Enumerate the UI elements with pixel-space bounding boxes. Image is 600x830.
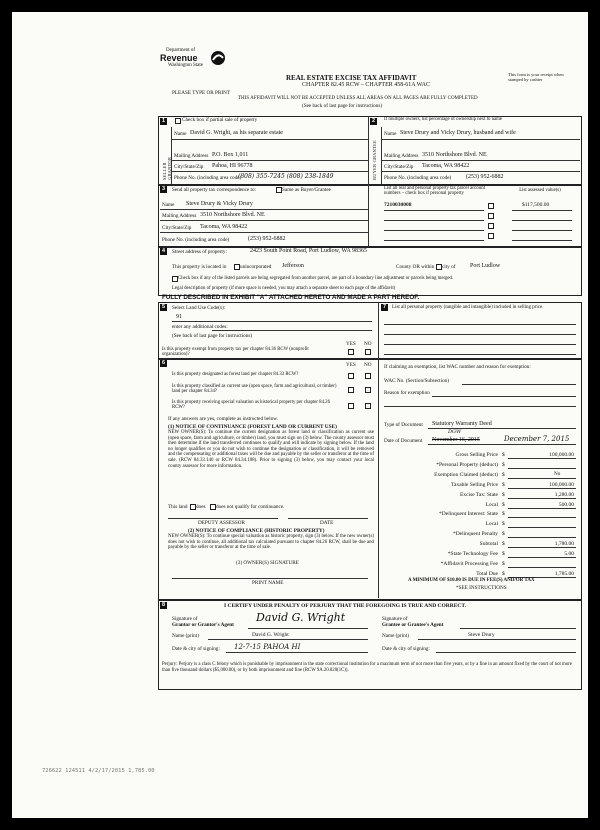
s3-name: Steve Drury & Vicky Drury: [186, 201, 253, 207]
wac-label: WAC No. (Section/Subsection): [384, 378, 449, 384]
does-not-label: does not qualify for continuance.: [216, 504, 285, 510]
tax-row-label: *State Technology Fee: [447, 551, 498, 557]
section-number: 6: [161, 360, 166, 366]
forest-no-checkbox[interactable]: [365, 373, 371, 379]
tax-row-label: Total Due: [476, 570, 498, 577]
grantor-date-label: Date & city of signing:: [172, 646, 220, 652]
tax-row-dollar: $: [502, 501, 505, 508]
deputy-assessor-label: DEPUTY ASSESSOR: [198, 520, 245, 526]
tax-row-dollar: $: [502, 521, 505, 528]
tax-row-dollar: $: [502, 452, 505, 458]
grantor-sig-label2: Grantor or Grantor's Agent: [172, 622, 234, 628]
fully-described: FULLY DESCRIBED IN EXHIBIT "A" ATTACHED HERETO AND MADE A PART HEREOF.: [162, 294, 420, 301]
tax-row-label: Local: [485, 521, 498, 528]
tax-row-label: Gross Selling Price: [455, 452, 498, 458]
perjury-notice: Perjury: Perjury is a class C felony which is punishable by imprisonment in the state correctional institution for a maximum term of not more than five years, or by a fine in an amount fixed by the court of not more than five thousand dollars ($5,000.00), or by both imprisonment and fine (RCW 9A.20.020(1C)).: [162, 662, 572, 673]
street-address: 2423 South Point Road, Port Ludlow, WA 98365: [250, 248, 368, 254]
tax-row-label: Subtotal: [479, 541, 498, 548]
tax-row-line: [508, 478, 576, 479]
certify-statement: I CERTIFY UNDER PENALTY OF PERJURY THAT THE FOREGOING IS TRUE AND CORRECT.: [224, 603, 467, 609]
seller-name-label: Name: [174, 131, 187, 137]
tax-row-line: [508, 517, 576, 518]
s6-yes-header: YES: [346, 362, 356, 368]
current-use-no-checkbox[interactable]: [365, 387, 371, 393]
tax-row-value: 1,280.00: [554, 491, 574, 498]
personal-property-checkbox[interactable]: [488, 213, 494, 219]
grantor-name: David G. Wright: [252, 632, 289, 638]
tax-row-label: Exemption Claimed (deduct): [434, 471, 498, 478]
exempt-question: Is this property exempt from property tax per chapter 84.36 RCW (nonprofit organization)?: [162, 347, 309, 358]
county-value: Jefferson: [282, 263, 304, 269]
see-instructions: *SEE INSTRUCTIONS: [456, 585, 507, 591]
seller-city: Pahoa, HI 96778: [212, 163, 253, 169]
grantee-name: Steve Drury: [468, 632, 495, 638]
recording-stamp: 726622 124511 4/2/17/2015 1,785.00: [42, 768, 155, 774]
print-name-label: PRINT NAME: [252, 580, 284, 586]
tax-row-value: 500.00: [558, 501, 574, 508]
tax-row-label: Local: [485, 501, 498, 508]
tax-row-value: 1,785.00: [554, 570, 574, 577]
seller-mailing-label: Mailing Address: [174, 153, 209, 159]
this-land-label: This land: [168, 504, 188, 510]
revenue-logo: [160, 48, 230, 76]
tax-row-dollar: $: [502, 531, 505, 538]
tax-row-line: [508, 488, 576, 489]
forest-yes-checkbox[interactable]: [348, 373, 354, 379]
tax-row-label: Excise Tax: State: [459, 491, 498, 498]
send-correspondence-label: Send all property tax correspondence to:: [172, 187, 256, 193]
buyer-city: Tacoma, WA 98422: [422, 163, 470, 169]
date-label: DATE: [320, 520, 334, 526]
personal-property-checkbox[interactable]: [488, 223, 494, 229]
section-number: 8: [161, 602, 166, 608]
grantee-sig-label2: Grantee or Grantee's Agent: [382, 622, 444, 628]
buyer-name-label: Name: [384, 131, 397, 137]
tax-row-dollar: $: [502, 491, 505, 498]
seller-name: David G. Wright, as his separate estate: [190, 130, 283, 136]
personal-property-label: List all personal property (tangible and intangible) included in selling price.: [392, 305, 544, 310]
notice-1-title: (1) NOTICE OF CONTINUANCE (FOREST LAND OR CURRENT USE): [168, 424, 337, 430]
tax-row-line: [508, 537, 576, 538]
date-initials: DGW: [448, 429, 462, 435]
additional-codes-label: enter any additional codes:: [172, 324, 228, 330]
assessed-header: List assessed value(s): [519, 188, 561, 193]
seller-phone: (808) 355-7245 (808) 238-1849: [238, 173, 334, 180]
land-use-see-back: (See back of last page for instructions): [172, 333, 253, 339]
claiming-exemption: If claiming an exemption, list WAC number and reason for exemption:: [384, 364, 531, 370]
buyer-mailing-label: Mailing Address: [384, 153, 419, 159]
form-title: REAL ESTATE EXCISE TAX AFFIDAVIT: [286, 74, 417, 82]
tax-row-dollar: $: [502, 511, 505, 518]
tax-row-line: [508, 468, 576, 469]
buyer-city-label: City/State/Zip: [384, 164, 414, 170]
section-number: 1: [161, 118, 166, 124]
notice-1-body: NEW OWNER(S): To continue the current designation as forest land or classification as current use (open space, farm and agriculture, or timber) land, you must sign on (3) below. The county assessor must then determine if the land transferred continues to qualify and will indicate by signing below. If the land no longer qualifies or you do not wish to continue the designation or classification, it will be removed and the compensating or additional taxes will be due and payable by the seller or transferor at the time of sale. (RCW 84.33.140 or RCW 84.34.108). Prior to signing (3) below, you may contact your local county assessor for more information.: [168, 430, 374, 469]
section-number: 2: [371, 118, 376, 124]
s3-city: Tacoma, WA 98422: [200, 224, 248, 230]
grantee-name-label: Name (print): [382, 633, 409, 639]
buyer-phone-label: Phone No. (including area code): [384, 175, 452, 181]
historic-no-checkbox[interactable]: [365, 403, 371, 409]
buyer-name: Steve Drury and Vicky Drury, husband and wife: [400, 130, 516, 136]
revenue-swoosh-icon: [210, 50, 226, 66]
s3-mailing: 3510 Northshore Blvd. NE: [200, 212, 265, 218]
tax-row-line: [508, 458, 576, 459]
seller-city-label: City/State/Zip: [174, 164, 204, 170]
tax-row-label: *Affidavit Processing Fee: [440, 560, 498, 567]
s3-phone: (253) 952-6882: [248, 236, 286, 242]
grantee-date-label: Date & city of signing:: [382, 646, 430, 652]
tax-row-line: [508, 508, 576, 509]
street-label: Street address of property:: [172, 249, 227, 255]
unincorporated-label: unincorporated: [240, 264, 272, 270]
type-or-print: PLEASE TYPE OR PRINT: [172, 90, 230, 96]
s3-city-label: City/State/Zip: [162, 225, 192, 231]
grantor-signature: David G. Wright: [256, 611, 346, 624]
legal-description-label: Legal description of property (if more space is needed, you may attach a separate sheet to each page of the affidavit): [172, 286, 396, 291]
section-8-box: [158, 600, 582, 690]
notice-2-title: (2) NOTICE OF COMPLIANCE (HISTORIC PROPERTY): [188, 528, 325, 534]
forest-land-question: Is this property designated as forest land per chapter 84.33 RCW?: [172, 372, 299, 377]
exemption-no: No: [554, 471, 561, 477]
does-label: does: [196, 504, 206, 510]
same-as-buyer-label: Same as Buyer/Grantee: [282, 187, 331, 193]
historic-yes-checkbox[interactable]: [348, 403, 354, 409]
minimum-due: A MINIMUM OF $10.00 IS DUE IN FEE(S) AND/OR TAX: [408, 578, 535, 583]
tax-row-line: [508, 547, 576, 548]
if-any-yes: If any answers are yes, complete as instructed below.: [168, 416, 279, 422]
historic-question: Is this property receiving special valuation as historical property per chapter 84.26 RCW?: [172, 400, 330, 411]
section-number: 3: [161, 186, 166, 192]
buyer-side-label: BUYER GRANTEE: [372, 140, 377, 180]
s3-phone-label: Phone No. (including area code): [162, 237, 230, 243]
personal-property-checkbox[interactable]: [488, 203, 494, 209]
buyer-phone: (253) 952-6882: [466, 174, 504, 180]
receipt-note: This form is your receipt when stamped by cashier: [508, 72, 564, 82]
tax-row-label: *Delinquent Penalty: [452, 531, 498, 538]
tax-row-line: [508, 498, 576, 499]
tax-row-dollar: $: [502, 570, 505, 577]
parcel-header: List all real and personal property tax parcel account numbers – check box if personal property: [384, 186, 485, 197]
section-number: 5: [161, 304, 166, 310]
seller-mailing: P.O. Box 1,011: [212, 152, 249, 158]
s3-name-label: Name: [162, 202, 175, 208]
current-use-question: Is this property classified as current use (open space, farm and agricultural, or timber) land per chapter 84.34?: [172, 384, 337, 395]
document-date-handwritten: December 7, 2015: [504, 435, 570, 443]
tax-row-value: 100,000.00: [549, 481, 574, 488]
document-date-label: Date of Document: [384, 438, 423, 444]
tax-row-label: *Delinquent Interest: State: [439, 511, 498, 518]
owner-signature-label: (3) OWNER(S) SIGNATURE: [236, 560, 299, 566]
land-use-code: 91: [176, 314, 182, 320]
tax-row-line: [508, 557, 576, 558]
s3-mailing-label: Mailing Address: [162, 213, 197, 219]
tax-row-dollar: $: [502, 541, 505, 548]
tax-row-label: *Personal Property (deduct): [436, 461, 498, 468]
partial-sale-checkbox[interactable]: [175, 118, 181, 124]
agency-line2: Revenue: [160, 53, 198, 63]
tax-row-dollar: $: [502, 461, 505, 468]
tax-row-dollar: $: [502, 560, 505, 567]
warning: THIS AFFIDAVIT WILL NOT BE ACCEPTED UNLESS ALL AREAS ON ALL PAGES ARE FULLY COMPLETED: [238, 96, 478, 101]
s5-no-header: NO: [364, 341, 372, 347]
current-use-yes-checkbox[interactable]: [348, 387, 354, 393]
affidavit-document: [12, 12, 588, 818]
tax-row-line: [508, 527, 576, 528]
exempt-no-checkbox[interactable]: [365, 349, 371, 355]
grantor-sig-label1: Signature of: [172, 616, 198, 622]
land-use-label: Select Land Use Code(s):: [172, 305, 226, 311]
assessed-value: $117,500.00: [522, 202, 550, 208]
agency-line1: Department of: [166, 48, 196, 53]
exempt-yes-checkbox[interactable]: [348, 349, 354, 355]
county-or-label: County OR within: [396, 264, 435, 270]
grantee-sig-label1: Signature of: [382, 616, 408, 622]
tax-row-line: [508, 567, 576, 568]
tax-row-value: 1,780.00: [554, 541, 574, 548]
personal-property-checkbox[interactable]: [488, 233, 494, 239]
reason-label: Reason for exemption: [384, 390, 430, 396]
city-value: Port Ludlow: [470, 263, 501, 269]
tax-row-dollar: $: [502, 551, 505, 557]
notice-2-body: NEW OWNER(S): To continue special valuation as historic property, sign (3) below. If the new owner(s) does not wish to continue, all additional tax calculated pursuant to chapter 84.26 RCW, shall be due and payable by the seller or transferor at the time of sale.: [168, 534, 374, 551]
grantor-name-label: Name (print): [172, 633, 199, 639]
partial-sale-label: Check box if partial sale of property: [182, 117, 258, 123]
grantor-date-city: 12-7-15 PAHOA HI: [234, 643, 301, 651]
document-type: Statutory Warranty Deed: [432, 421, 492, 427]
buyer-mailing: 3510 Northshore Blvd. NE: [422, 152, 487, 158]
form-subtitle: CHAPTER 82.45 RCW – CHAPTER 458-61A WAC: [302, 82, 430, 88]
parcel-number: 7210030008: [384, 202, 412, 208]
document-date-struck: November 16, 2015: [432, 437, 480, 443]
located-in-label: This property is located in: [172, 264, 227, 270]
tax-row-value: 5.00: [564, 551, 574, 557]
s5-yes-header: YES: [346, 341, 356, 347]
s6-no-header: NO: [364, 362, 372, 368]
tax-row-dollar: $: [502, 481, 505, 488]
tax-row-value: 100,000.00: [549, 452, 574, 458]
seller-side-label: SELLER GRANTOR: [162, 156, 172, 180]
agency-line3: Washington State: [168, 63, 204, 68]
section-number: 4: [161, 248, 166, 254]
multiple-owners-note: If multiple owners, list percentage of ownership next to name: [384, 117, 503, 122]
see-back: (See back of last page for instructions): [302, 103, 383, 109]
seller-phone-label: Phone No. (including area code): [174, 175, 242, 181]
section-number: 7: [382, 304, 387, 310]
city-of-label: city of: [442, 264, 456, 270]
document-type-label: Type of Document: [384, 422, 423, 428]
segregation-label: Check box if any of the listed parcels are being segregated from another parcel, are part of a boundary line adjustment or parcels being merged.: [178, 276, 454, 281]
tax-row-label: Taxable Selling Price: [451, 481, 498, 488]
tax-row-dollar: $: [502, 471, 505, 478]
